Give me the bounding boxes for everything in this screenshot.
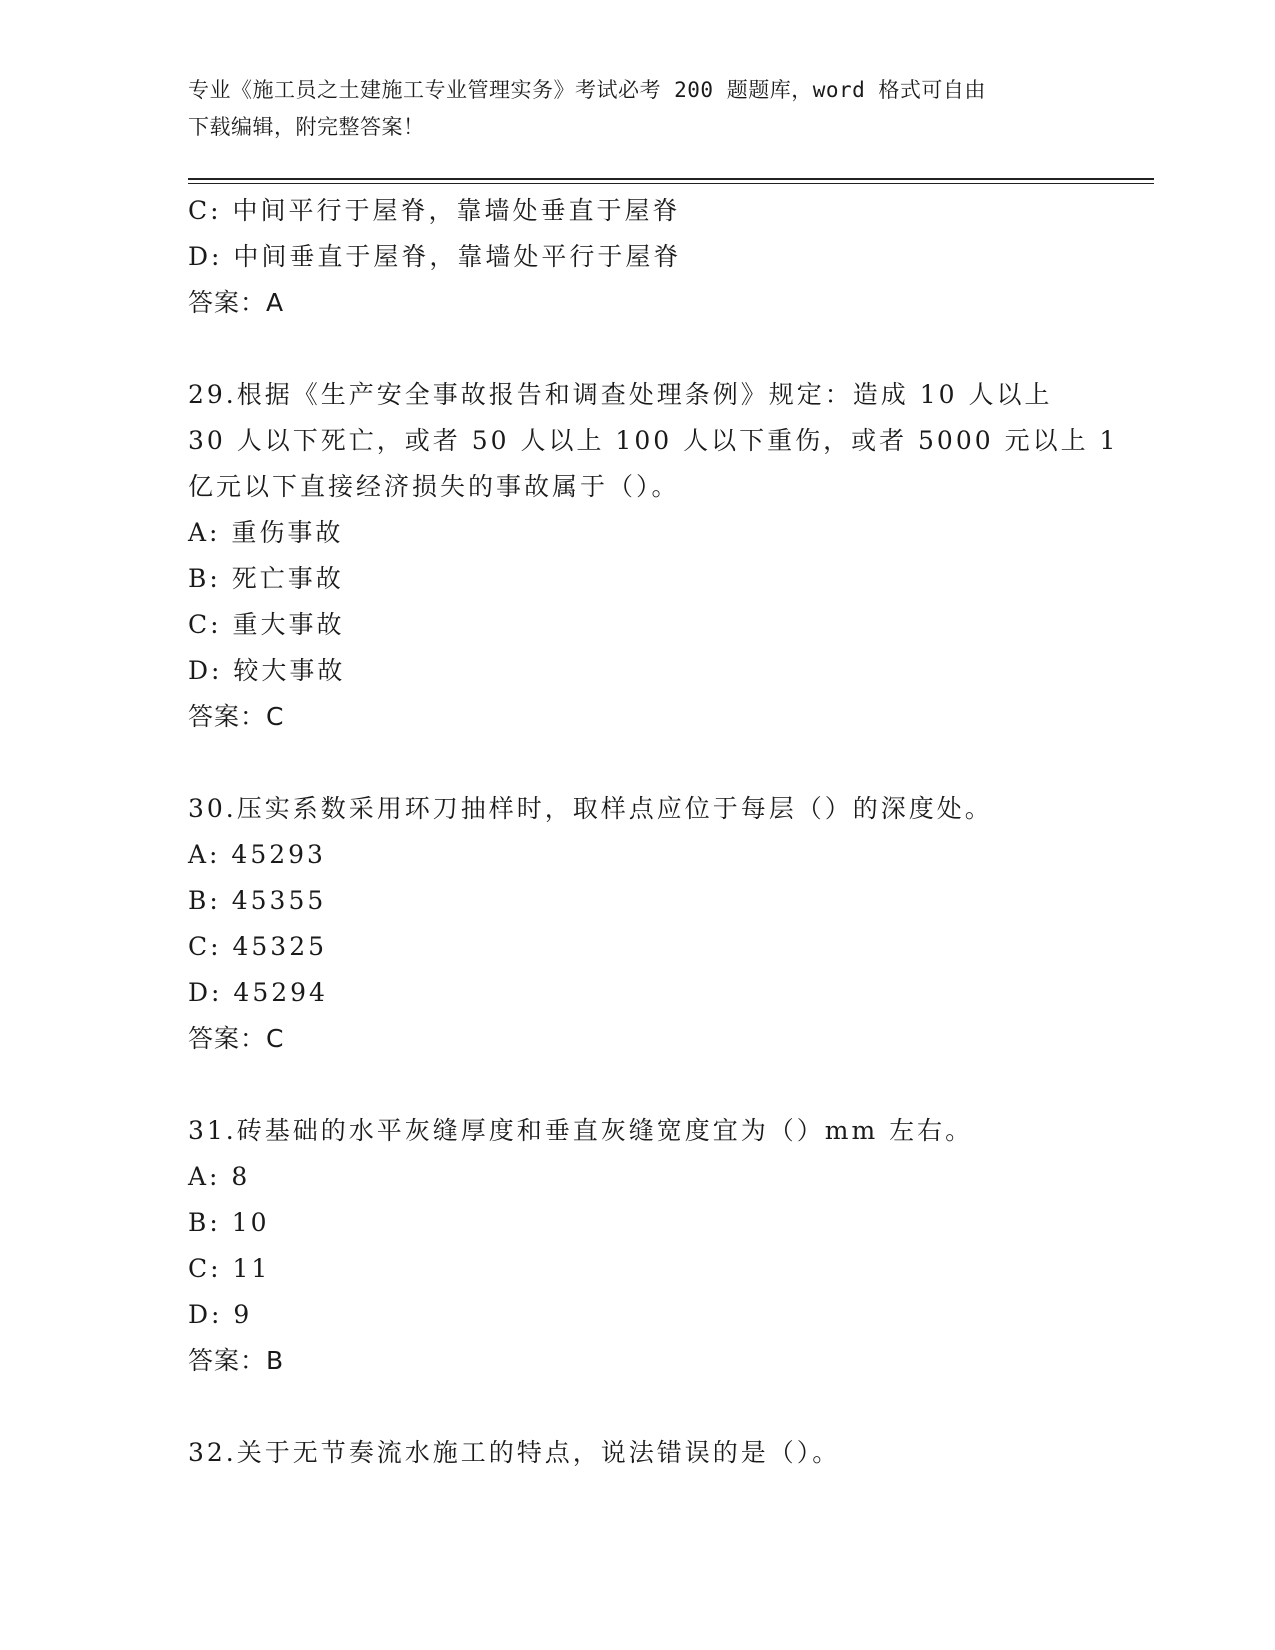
- question-text-line: 30.压实系数采用环刀抽样时，取样点应位于每层（）的深度处。: [188, 794, 993, 823]
- option-b: B: 10: [188, 1208, 270, 1237]
- spacer: [188, 740, 1108, 786]
- question-text-line: 32.关于无节奏流水施工的特点，说法错误的是（）。: [188, 1438, 841, 1467]
- answer-line: 答案：A: [188, 288, 285, 317]
- question-text-line: 亿元以下直接经济损失的事故属于（）。: [188, 472, 680, 501]
- header-divider-thin: [188, 183, 1154, 184]
- header-line-2: 下载编辑，附完整答案！: [188, 115, 425, 139]
- spacer: [188, 1062, 1108, 1108]
- option-b: B: 45355: [188, 886, 327, 915]
- option-d: D: 较大事故: [188, 656, 346, 685]
- answer-line: 答案：C: [188, 1024, 285, 1053]
- option-d: D: 45294: [188, 978, 328, 1007]
- option-c: C: 45325: [188, 932, 328, 961]
- spacer: [188, 326, 1108, 372]
- option-a: A: 重伤事故: [188, 518, 344, 547]
- spacer: [188, 1384, 1108, 1430]
- option-a: A: 8: [188, 1162, 251, 1191]
- option-c: C: 中间平行于屋脊，靠墙处垂直于屋脊: [188, 196, 681, 225]
- option-c: C: 重大事故: [188, 610, 345, 639]
- answer-line: 答案：C: [188, 702, 285, 731]
- question-text-line: 31.砖基础的水平灰缝厚度和垂直灰缝宽度宜为（）mm 左右。: [188, 1116, 974, 1145]
- option-b: B: 死亡事故: [188, 564, 344, 593]
- option-d: D: 中间垂直于屋脊，靠墙处平行于屋脊: [188, 242, 682, 271]
- question-text-line: 29.根据《生产安全事故报告和调查处理条例》规定：造成 10 人以上: [188, 380, 1053, 409]
- option-d: D: 9: [188, 1300, 253, 1329]
- question-text-line: 30 人以下死亡，或者 50 人以上 100 人以下重伤，或者 5000 元以上 1: [188, 426, 1119, 455]
- option-c: C: 11: [188, 1254, 271, 1283]
- question-content: [188, 188, 1119, 1476]
- answer-line: 答案：B: [188, 1346, 285, 1375]
- option-a: A: 45293: [188, 840, 326, 869]
- document-header: [188, 72, 1068, 146]
- header-divider-thick: [188, 178, 1154, 180]
- header-line-1: 专业《施工员之土建施工专业管理实务》考试必考 200 题题库，word 格式可自由: [188, 78, 986, 102]
